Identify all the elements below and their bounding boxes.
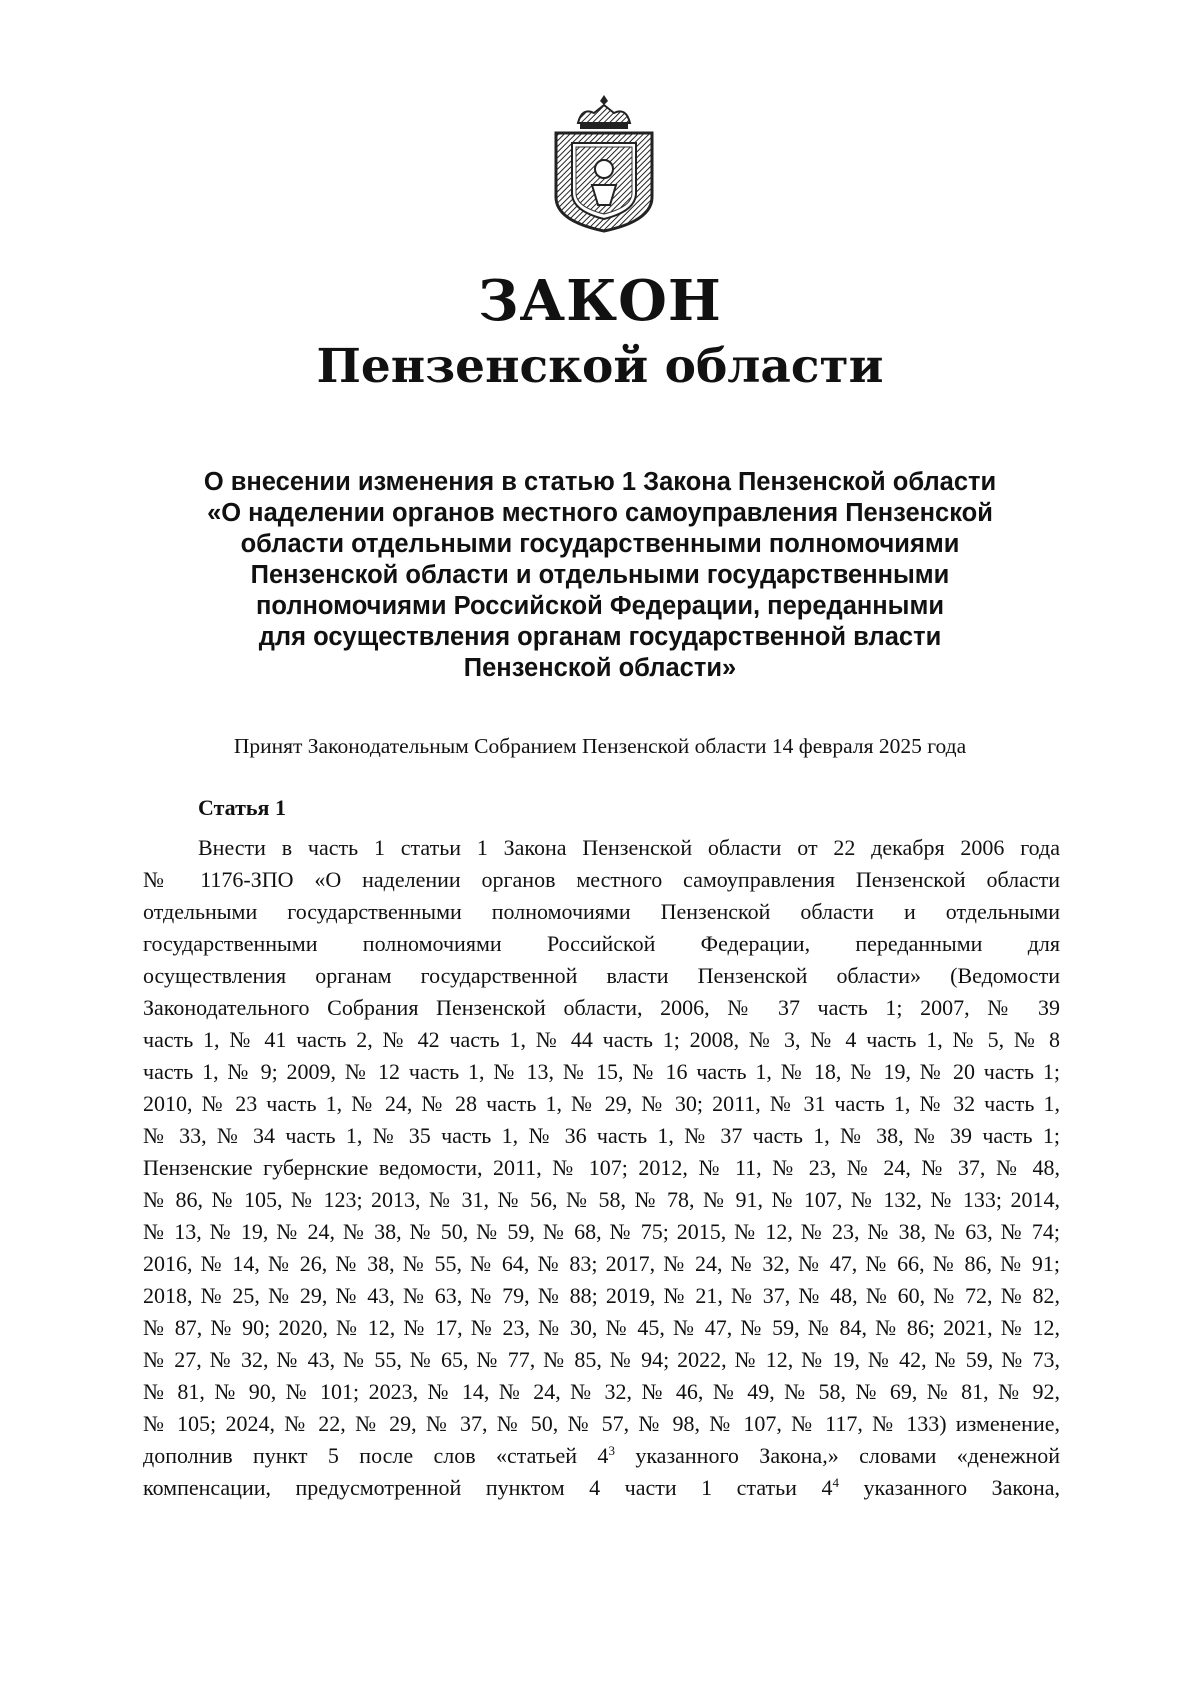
law-title: ЗАКОН: [478, 268, 722, 334]
body-line: № 1176-ЗПО «О наделении органов местного самоуправления Пензенской области: [143, 867, 1060, 892]
body-line: 2018, № 25, № 29, № 43, № 63, № 79, № 88; 2019, № 21, № 37, № 48, № 60, № 72, № 82,: [143, 1283, 1060, 1308]
body-line: № 87, № 90; 2020, № 12, № 17, № 23, № 30, № 45, № 47, № 59, № 84, № 86; 2021, № 12,: [143, 1315, 1060, 1340]
body-line: часть 1, № 9; 2009, № 12 часть 1, № 13, № 15, № 16 часть 1, № 18, № 19, № 20 часть 1;: [143, 1059, 1060, 1084]
law-region: Пензенской области: [316, 339, 884, 394]
body-line-with-superscript: [143, 1440, 1060, 1472]
document-title-line: полномочиями Российской Федерации, переданными: [255, 592, 944, 620]
text-segment: компенсации, предусмотренной пунктом 4 части 1 статьи 4: [143, 1475, 833, 1500]
article-body: [143, 832, 1060, 1504]
body-line: Пензенские губернские ведомости, 2011, № 107; 2012, № 11, № 23, № 24, № 37, № 48,: [143, 1155, 1060, 1180]
document-title-line: «О наделении органов местного самоуправления Пензенской: [207, 499, 993, 527]
text-segment: дополнив пункт 5 после слов «статьей 4: [143, 1443, 609, 1468]
body-line: Внести в часть 1 статьи 1 Закона Пензенской области от 22 декабря 2006 года: [198, 835, 1060, 860]
body-line-with-superscript: [143, 1472, 1060, 1504]
document-title: [120, 467, 1080, 684]
superscript: 3: [608, 1443, 615, 1458]
body-line: Законодательного Собрания Пензенской области, 2006, № 37 часть 1; 2007, № 39: [143, 995, 1060, 1020]
adoption-note: Принят Законодательным Собранием Пензенской области 14 февраля 2025 года: [233, 734, 967, 758]
body-line: № 86, № 105, № 123; 2013, № 31, № 56, № 58, № 78, № 91, № 107, № 132, № 133; 2014,: [143, 1187, 1060, 1212]
document-title-line: Пензенской области»: [463, 654, 737, 682]
body-line: осуществления органам государственной власти Пензенской области» (Ведомости: [143, 963, 1060, 988]
body-line: № 27, № 32, № 43, № 55, № 65, № 77, № 85, № 94; 2022, № 12, № 19, № 42, № 59, № 73,: [143, 1347, 1060, 1372]
body-line: отдельными государственными полномочиями Пензенской области и отдельными: [143, 899, 1060, 924]
body-line: государственными полномочиями Российской Федерации, переданными для: [143, 931, 1060, 956]
text-segment: указанного Закона,» словами «денежной: [614, 1443, 1060, 1468]
article-heading: Статья 1: [198, 795, 286, 820]
superscript: 4: [832, 1475, 839, 1490]
body-line: № 81, № 90, № 101; 2023, № 14, № 24, № 32, № 46, № 49, № 58, № 69, № 81, № 92,: [143, 1379, 1060, 1404]
document-title-line: О внесении изменения в статью 1 Закона Пензенской области: [203, 468, 997, 496]
document-title-line: Пензенской области и отдельными государственными: [250, 561, 950, 589]
text-segment: указанного Закона,: [838, 1475, 1061, 1500]
body-line: 2016, № 14, № 26, № 38, № 55, № 64, № 83; 2017, № 24, № 32, № 47, № 66, № 86, № 91;: [143, 1251, 1060, 1276]
document-title-line: области отдельными государственными полномочиями: [240, 530, 960, 558]
body-line: № 13, № 19, № 24, № 38, № 50, № 59, № 68, № 75; 2015, № 12, № 23, № 38, № 63, № 74;: [143, 1219, 1060, 1244]
body-line: № 105; 2024, № 22, № 29, № 37, № 50, № 57, № 98, № 107, № 117, № 133) изменение,: [143, 1411, 1060, 1436]
body-line: № 33, № 34 часть 1, № 35 часть 1, № 36 часть 1, № 37 часть 1, № 38, № 39 часть 1;: [143, 1123, 1060, 1148]
coat-of-arms-icon: [548, 93, 660, 233]
body-line: 2010, № 23 часть 1, № 24, № 28 часть 1, № 29, № 30; 2011, № 31 часть 1, № 32 часть 1,: [143, 1091, 1060, 1116]
body-line: часть 1, № 41 часть 2, № 42 часть 1, № 44 часть 1; 2008, № 3, № 4 часть 1, № 5, № 8: [143, 1027, 1060, 1052]
document-title-line: для осуществления органам государственной власти: [258, 623, 942, 651]
